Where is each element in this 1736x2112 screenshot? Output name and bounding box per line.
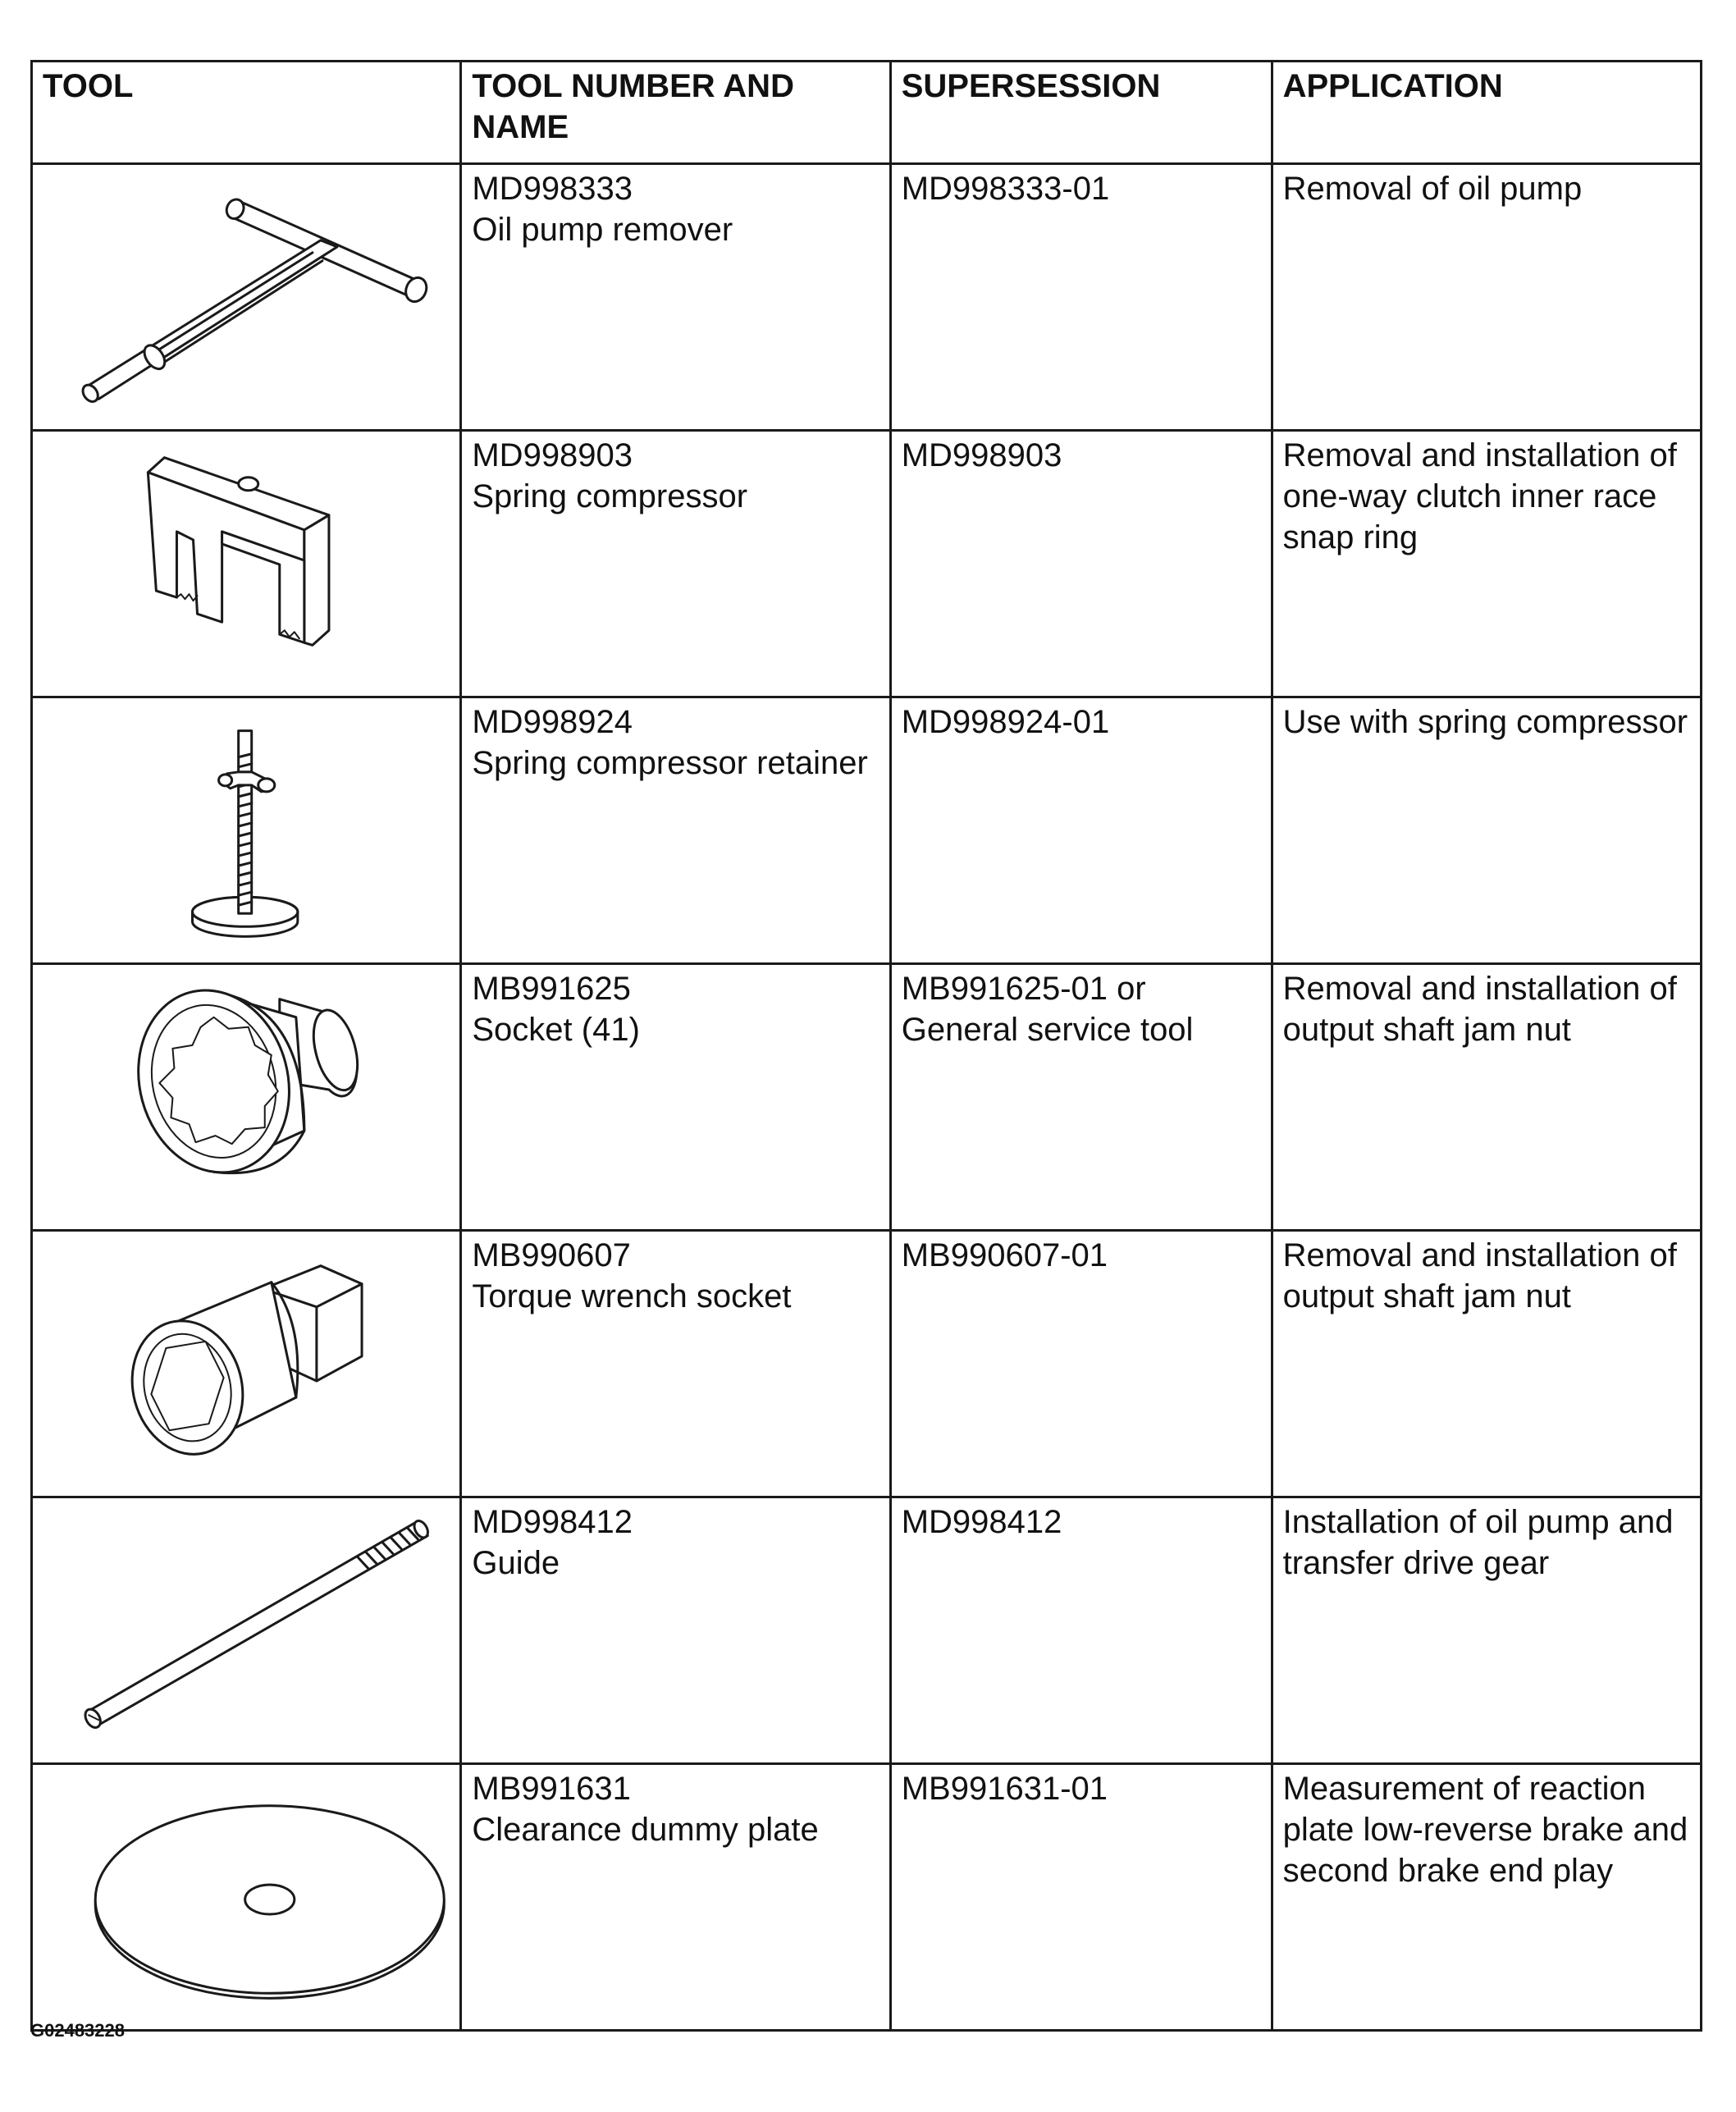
header-tool: TOOL: [32, 62, 461, 164]
tool-image-cell: [32, 1764, 461, 2031]
tool-number: MD998924: [472, 704, 633, 740]
tool-name: Clearance dummy plate: [472, 1812, 819, 1848]
table-header-row: [32, 62, 1702, 164]
tool-number: MD998412: [472, 1504, 633, 1540]
tool-image-cell: [32, 697, 461, 964]
supersession-cell: MB991631-01: [890, 1764, 1272, 2031]
socket-41-icon: [33, 965, 459, 1229]
application-cell: Installation of oil pump and transfer drive gear: [1272, 1497, 1701, 1764]
table-row: [32, 964, 1702, 1231]
supersession-cell: MD998924-01: [890, 697, 1272, 964]
table-row: [32, 697, 1702, 964]
supersession-cell: MD998333-01: [890, 164, 1272, 431]
supersession-cell: MD998412: [890, 1497, 1272, 1764]
application-cell: Removal of oil pump: [1272, 164, 1701, 431]
table-row: [32, 1231, 1702, 1497]
tool-image-cell: [32, 964, 461, 1231]
application-cell: Removal and installation of output shaft jam nut: [1272, 964, 1701, 1231]
table-row: [32, 431, 1702, 697]
tool-name: Spring compressor: [472, 478, 748, 514]
tool-name: Spring compressor retainer: [472, 745, 868, 781]
supersession-cell: MB991625-01 or General service tool: [890, 964, 1272, 1231]
special-tools-table: [30, 60, 1702, 2032]
oil-pump-remover-icon: [33, 165, 459, 429]
table-row: [32, 1497, 1702, 1764]
tool-number: MB990607: [472, 1237, 631, 1273]
header-application: APPLICATION: [1272, 62, 1701, 164]
guide-rod-icon: [33, 1498, 459, 1762]
tool-number-name-cell: [461, 1231, 890, 1497]
tool-number: MB991625: [472, 971, 631, 1007]
application-cell: Measurement of reaction plate low-reverse brake and second brake end play: [1272, 1764, 1701, 2031]
tool-name: Socket (41): [472, 1012, 640, 1048]
torque-wrench-socket-icon: [33, 1232, 459, 1496]
supersession-cell: MB990607-01: [890, 1231, 1272, 1497]
tool-number-name-cell: [461, 1497, 890, 1764]
table-row: [32, 1764, 1702, 2031]
application-cell: Use with spring compressor: [1272, 697, 1701, 964]
tool-number-name-cell: [461, 431, 890, 697]
tool-number-name-cell: [461, 164, 890, 431]
tool-number-name-cell: [461, 697, 890, 964]
tool-name: Torque wrench socket: [472, 1278, 792, 1314]
figure-id-label: G02483228: [30, 2020, 125, 2041]
tool-number-name-cell: [461, 964, 890, 1231]
header-tool-number-name: TOOL NUMBER AND NAME: [461, 62, 890, 164]
tool-image-cell: [32, 164, 461, 431]
header-supersession: SUPERSESSION: [890, 62, 1272, 164]
tool-image-cell: [32, 431, 461, 697]
application-cell: Removal and installation of output shaft jam nut: [1272, 1231, 1701, 1497]
tool-number: MD998903: [472, 437, 633, 473]
application-cell: Removal and installation of one-way clutch inner race snap ring: [1272, 431, 1701, 697]
clearance-dummy-plate-icon: [33, 1765, 459, 2029]
spring-compressor-icon: [33, 432, 459, 696]
tool-number: MB991631: [472, 1771, 631, 1807]
tool-name: Oil pump remover: [472, 212, 733, 248]
tool-number-name-cell: [461, 1764, 890, 2031]
tool-image-cell: [32, 1231, 461, 1497]
tool-number: MD998333: [472, 171, 633, 207]
tool-name: Guide: [472, 1545, 560, 1581]
table-row: [32, 164, 1702, 431]
supersession-cell: MD998903: [890, 431, 1272, 697]
tool-image-cell: [32, 1497, 461, 1764]
spring-compressor-retainer-icon: [33, 698, 459, 962]
